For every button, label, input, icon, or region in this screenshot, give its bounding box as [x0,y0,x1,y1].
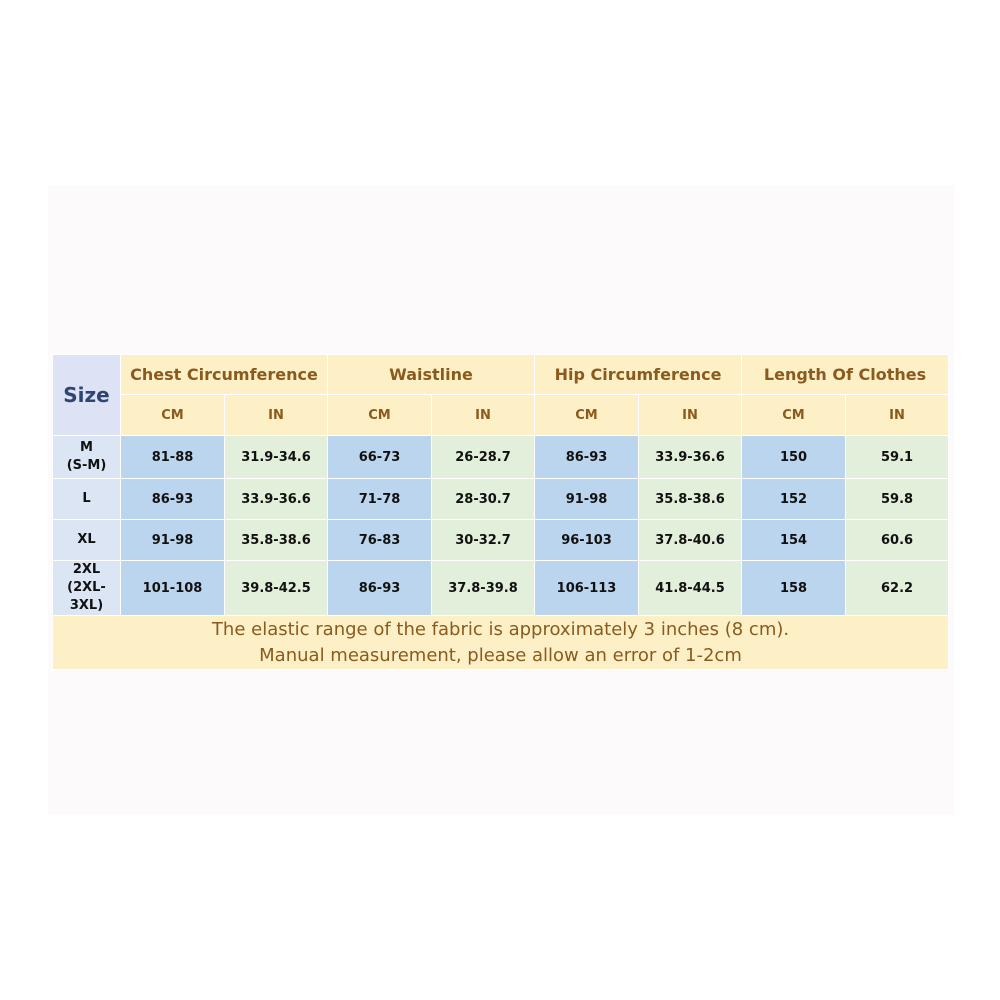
waist-cm-cell: 76-83 [328,520,432,561]
length-cm-cell: 158 [742,561,846,616]
length-in-cell: 60.6 [846,520,949,561]
size-label: L [82,491,91,506]
size-cell [53,479,121,520]
chest-in-cell: 33.9-36.6 [225,479,328,520]
chest-cm-cell: 91-98 [121,520,225,561]
table-row [53,520,949,561]
length-in-cell: 59.8 [846,479,949,520]
size-label: M [80,440,93,455]
size-label: 2XL [72,562,101,577]
size-cell [53,520,121,561]
hip-cm-cell: 106-113 [535,561,639,616]
hip-circumference-header: Hip Circumference [535,355,742,395]
waist-in-cell: 30-32.7 [432,520,535,561]
chest-cm-cell: 101-108 [121,561,225,616]
length-cm-cell: 154 [742,520,846,561]
chest-in-cell: 39.8-42.5 [225,561,328,616]
elasticity-note: The elastic range of the fabric is approximately 3 inches (8 cm). [211,618,790,640]
chest-in-cell: 31.9-34.6 [225,436,328,479]
unit-header-cm: CM [535,395,639,436]
unit-header-cm: CM [328,395,432,436]
length-in-cell: 62.2 [846,561,949,616]
length-in-cell: 59.1 [846,436,949,479]
waist-in-cell: 37.8-39.8 [432,561,535,616]
hip-cm-cell: 96-103 [535,520,639,561]
chest-cm-cell: 81-88 [121,436,225,479]
waist-cm-cell: 66-73 [328,436,432,479]
note-row [53,616,949,670]
size-cell [53,436,121,479]
chest-in-cell: 35.8-38.6 [225,520,328,561]
hip-in-cell: 33.9-36.6 [639,436,742,479]
fabric-note-cell [53,616,949,670]
size-label: XL [77,532,96,547]
measurement-error-note: Manual measurement, please allow an error of 1-2cm [259,644,742,666]
hip-cm-cell: 91-98 [535,479,639,520]
unit-header-in: IN [846,395,949,436]
table-row [53,436,949,479]
hip-in-cell: 37.8-40.6 [639,520,742,561]
waist-in-cell: 28-30.7 [432,479,535,520]
chest-circumference-header: Chest Circumference [121,355,328,395]
unit-header-cm: CM [742,395,846,436]
size-chart-table [52,354,949,670]
length-cm-cell: 152 [742,479,846,520]
length-cm-cell: 150 [742,436,846,479]
hip-in-cell: 41.8-44.5 [639,561,742,616]
hip-in-cell: 35.8-38.6 [639,479,742,520]
hip-cm-cell: 86-93 [535,436,639,479]
length-of-clothes-header: Length Of Clothes [742,355,949,395]
waist-cm-cell: 86-93 [328,561,432,616]
table-row [53,479,949,520]
waist-in-cell: 26-28.7 [432,436,535,479]
size-column-header: Size [53,355,121,436]
unit-header-in: IN [432,395,535,436]
unit-header-in: IN [225,395,328,436]
unit-header-in: IN [639,395,742,436]
waistline-header: Waistline [328,355,535,395]
table-row [53,561,949,616]
unit-header-cm: CM [121,395,225,436]
size-sub-label: (2XL-3XL) [67,580,106,613]
size-sub-label: (S-M) [66,458,107,473]
group-header-row [53,355,949,395]
waist-cm-cell: 71-78 [328,479,432,520]
unit-header-row [53,395,949,436]
chest-cm-cell: 86-93 [121,479,225,520]
size-cell [53,561,121,616]
